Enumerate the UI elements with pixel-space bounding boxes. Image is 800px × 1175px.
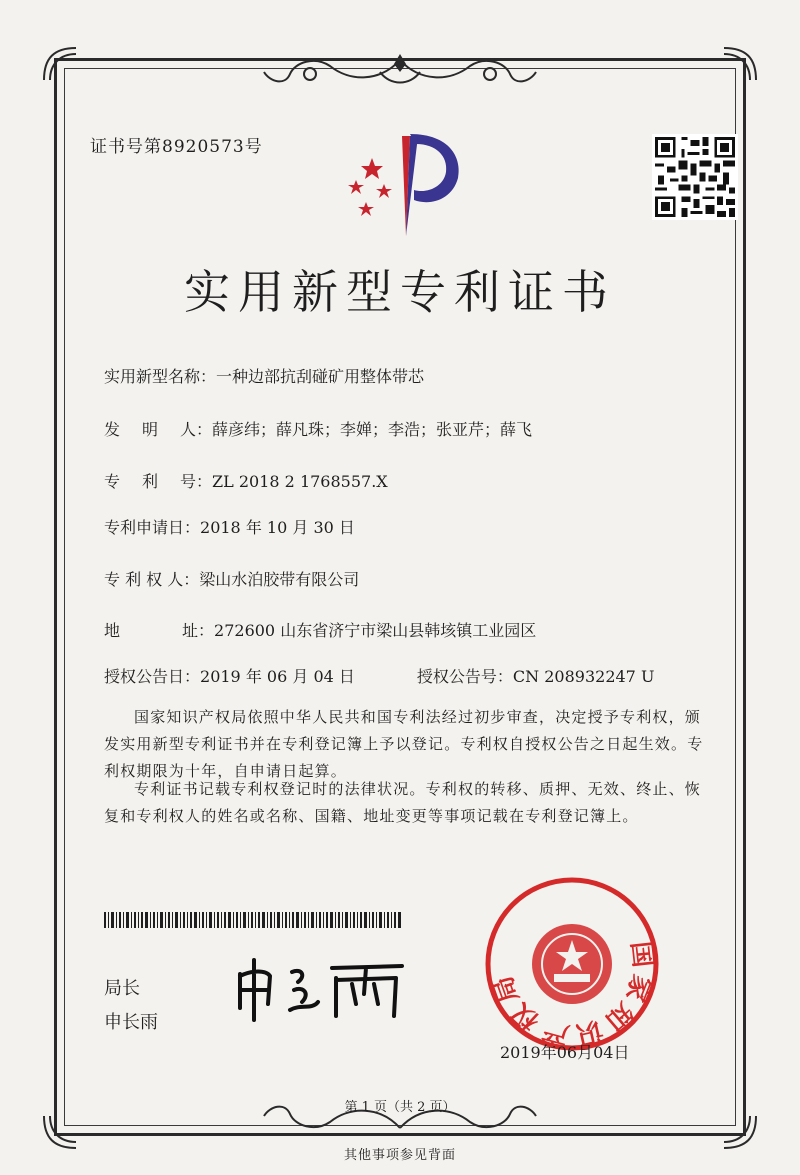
field-label: 授权公告号： bbox=[416, 667, 513, 686]
utility-model-name-value: 一种边部抗刮碰矿用整体带芯 bbox=[216, 367, 425, 386]
field-label: 人： bbox=[180, 420, 213, 439]
inventors-value: 薛彦纬；薛凡珠；李婵；李浩；张亚芹；薛飞 bbox=[212, 420, 533, 439]
field-label: 地 bbox=[104, 621, 121, 640]
certificate-title: 实用新型专利证书 bbox=[184, 265, 616, 319]
barcode-icon bbox=[104, 912, 404, 928]
patent-number-row bbox=[104, 469, 388, 492]
certificate-paragraph: 专利证书记载专利权登记时的法律状况。专利权的转移、质押、无效、终止、恢复和专利权人的姓名或名称、国籍、地址变更等事项记载在专利登记簿上。 bbox=[104, 780, 702, 825]
patentee-value: 梁山水泊胶带有限公司 bbox=[199, 570, 360, 589]
patentee-row bbox=[104, 567, 359, 590]
field-label: 号： bbox=[180, 472, 213, 491]
top-ornament-icon bbox=[260, 52, 540, 92]
field-label: 专 利 权 人： bbox=[104, 570, 200, 589]
qr-code-icon bbox=[652, 134, 738, 220]
official-seal-icon bbox=[484, 876, 660, 1052]
seal-text: 国家知识产权局 bbox=[486, 939, 659, 1051]
director-name: 申长雨 bbox=[104, 1012, 158, 1033]
field-label: 利 bbox=[142, 472, 159, 491]
inventors-row bbox=[104, 417, 532, 440]
director-title: 局长 bbox=[104, 978, 140, 999]
seal-date: 2019年06月04日 bbox=[500, 1043, 630, 1062]
page-number: 第 1 页（共 2 页） bbox=[344, 1100, 456, 1115]
field-label: 明 bbox=[142, 420, 159, 439]
corner-ornament-icon bbox=[40, 44, 80, 84]
field-label: 址： bbox=[182, 621, 215, 640]
corner-ornament-icon bbox=[720, 44, 760, 84]
grant-row bbox=[104, 664, 654, 687]
field-label: 授权公告日： bbox=[104, 667, 201, 686]
footer-note: 其他事项参见背面 bbox=[343, 1148, 456, 1163]
grant-number-value: CN 208932247 U bbox=[512, 667, 655, 686]
field-label: 实用新型名称： bbox=[104, 367, 217, 386]
grant-date-value: 2019 年 06 月 04 日 bbox=[200, 667, 355, 686]
application-date-row bbox=[104, 515, 355, 538]
field-label: 专 bbox=[104, 472, 121, 491]
utility-model-name-row bbox=[104, 364, 424, 387]
patent-number-value: ZL 2018 2 1768557.X bbox=[212, 472, 388, 491]
address-row bbox=[104, 618, 536, 641]
address-value: 272600 山东省济宁市梁山县韩垓镇工业园区 bbox=[214, 621, 537, 640]
application-date-value: 2018 年 10 月 30 日 bbox=[200, 518, 355, 537]
patent-emblem-icon bbox=[340, 128, 470, 238]
certificate-paragraph: 国家知识产权局依照中华人民共和国专利法经过初步审查，决定授予专利权，颁发实用新型专利证书并在专利登记簿上予以登记。专利权自授权公告之日起生效。专利权期限为十年，自申请日起算。 bbox=[104, 708, 704, 780]
signature-icon bbox=[232, 954, 412, 1024]
field-label: 专利申请日： bbox=[104, 518, 201, 537]
field-label: 发 bbox=[104, 420, 121, 439]
certificate-number: 证书号第8920573号 bbox=[90, 137, 263, 157]
